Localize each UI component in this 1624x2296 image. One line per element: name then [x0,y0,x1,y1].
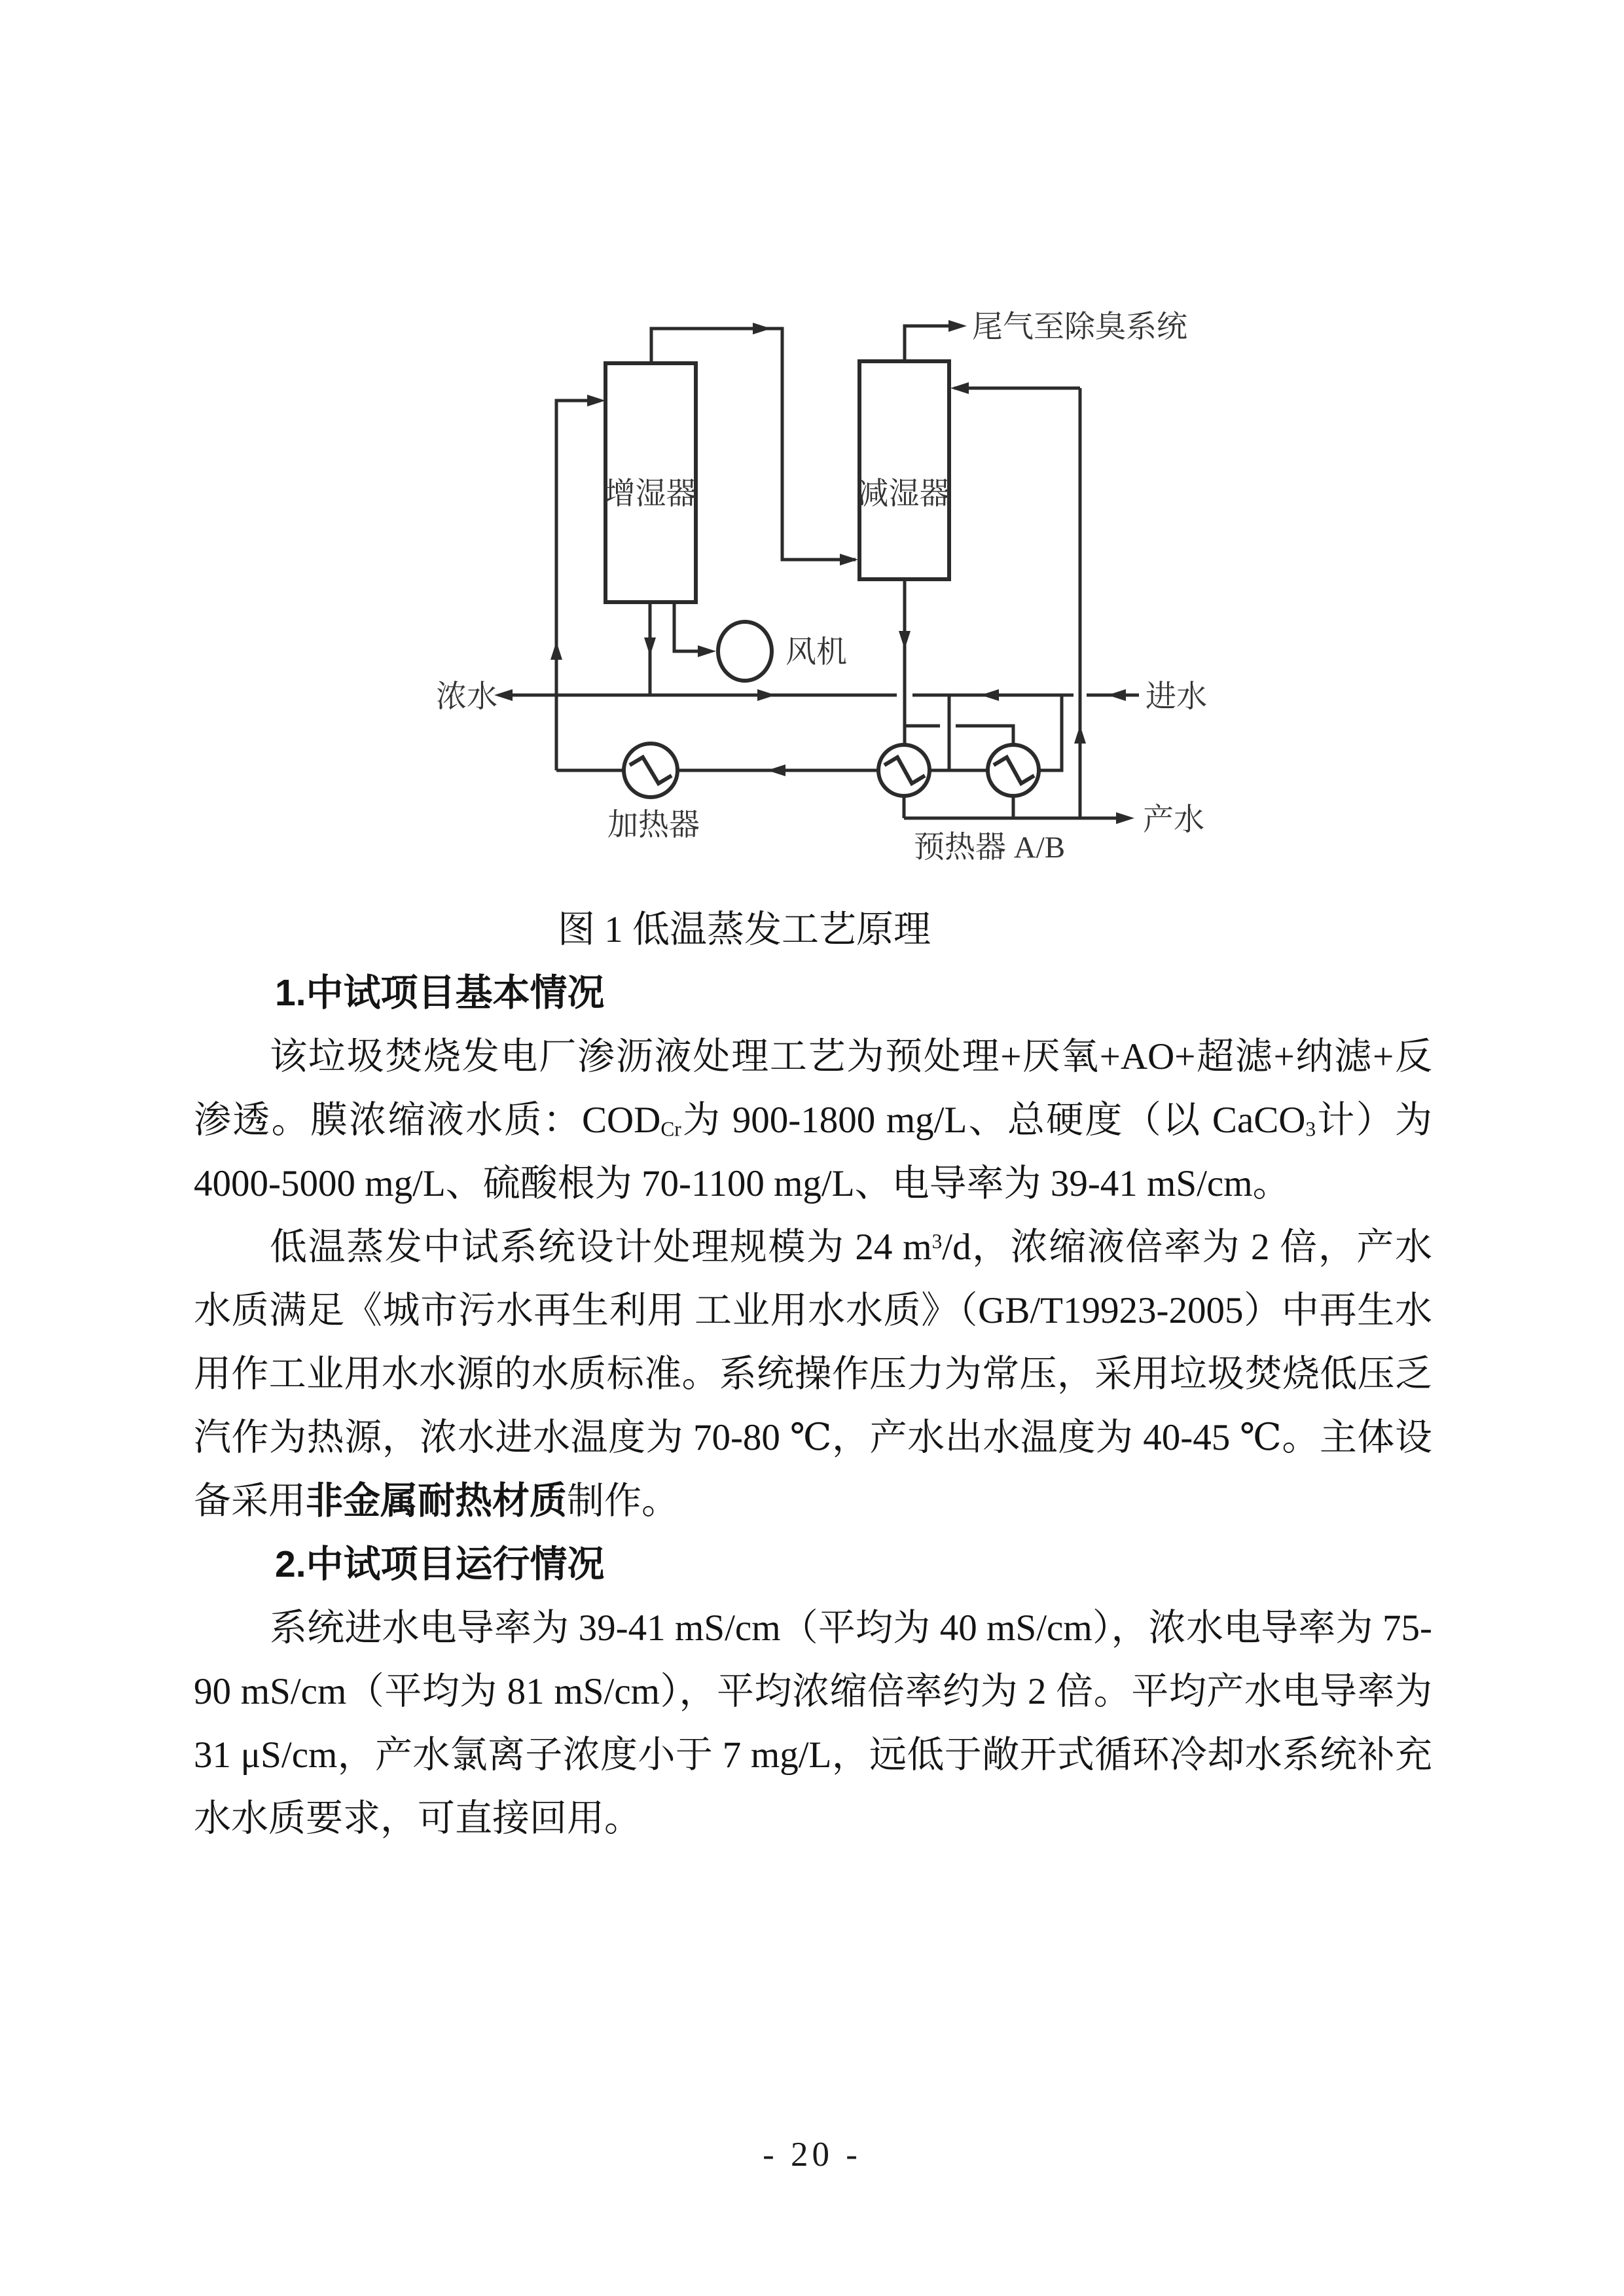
arrow-right-icon [840,554,858,565]
section-heading: 1.中试项目基本情况 [275,972,605,1014]
label-dehumidifier: 减湿器 [857,477,950,511]
page-number: - 20 - [763,2136,861,2174]
arrow-right-icon [757,689,776,701]
fan-symbol [718,622,772,681]
arrow-right-icon [753,323,771,334]
text-segment: 为 900-1800 mg/L、总硬度（以 CaCO [681,1100,1306,1141]
label-heater: 加热器 [607,808,700,842]
pipe-jumper-to-preheater-b [905,726,1013,744]
arrow-down-icon [899,631,911,649]
pipe-to-fan [674,602,710,651]
arrow-left-icon [981,689,999,701]
pipe-feed-to-preheater-b [1039,695,1062,770]
label-humidifier: 增湿器 [604,477,697,511]
pipe-tail-gas [905,326,960,361]
arrow-right-icon [1116,812,1134,824]
label-fan: 风机 [785,636,847,670]
text-body [194,898,1432,1850]
text-segment: 计）为 4000-5000 mg/L、硫酸根为 70-1100 mg/L、电导率为 39-41 mS/cm。 [194,1100,1432,1204]
text-segment: 非金属耐热材质 [306,1480,567,1522]
paragraph [194,1215,1432,1533]
text-segment: Cr [660,1117,681,1141]
arrow-right-icon [587,395,605,406]
section-heading: 2.中试项目运行情况 [275,1543,605,1585]
pipe-product-line [904,796,1127,818]
label-preheaters: 预热器 A/B [914,831,1066,865]
arrow-left-icon [1108,689,1126,701]
arrow-up-icon [550,641,562,660]
arrow-down-icon [644,637,656,656]
label-concentrate: 浓水 [436,680,497,714]
arrow-up-icon [1074,725,1086,744]
pipe-left-loop [556,401,599,770]
text-segment: /d，浓缩液倍率为 2 倍，产水水质满足《城市污水再生利用 工业用水水质》（GB/T19923-2005）中再生水用作工业用水水源的水质标准。系统操作压力为常压，采用垃圾焚烧低压乏汽作为热源，浓水进水温度为 70-80 ℃，产水出水温度为 40-45 ℃。主体设备采用 [194,1227,1432,1522]
arrow-left-icon [950,382,969,394]
label-product-water: 产水 [1143,803,1204,837]
arrow-right-icon [698,645,716,657]
process-flow-diagram [393,275,1244,897]
text-segment: 3 [1305,1117,1316,1141]
paragraph [194,1596,1432,1850]
dehumidifier-vessel [859,361,949,579]
figure-caption: 图 1 低温蒸发工艺原理 [558,909,931,950]
arrow-left-icon [767,764,785,776]
paragraph [194,1025,1432,1215]
text-segment: 3 [931,1229,943,1253]
text-sections [194,961,1432,1850]
label-tail-gas: 尾气至除臭系统 [972,310,1187,344]
text-segment: 低温蒸发中试系统设计处理规模为 24 m [270,1227,932,1268]
text-segment: 系统进水电导率为 39-41 mS/cm（平均为 40 mS/cm），浓水电导率为 75-90 mS/cm（平均为 81 mS/cm），平均浓缩倍率约为 2 倍。平均产水电导率为 31 μS/cm，产水氯离子浓度小于 7 mg/L，远低于敞开式循环冷却水系统补充水水质要求，可直接回用。 [194,1607,1432,1839]
text-segment: 制作。 [567,1480,679,1522]
label-feed-water: 进水 [1146,680,1207,714]
text-segment: 该垃圾焚烧发电厂渗沥液处理工艺为预处理+厌氧+AO+超滤+纳滤+反渗透。膜浓缩液水质：COD [194,1036,1432,1141]
arrow-right-icon [948,320,967,332]
